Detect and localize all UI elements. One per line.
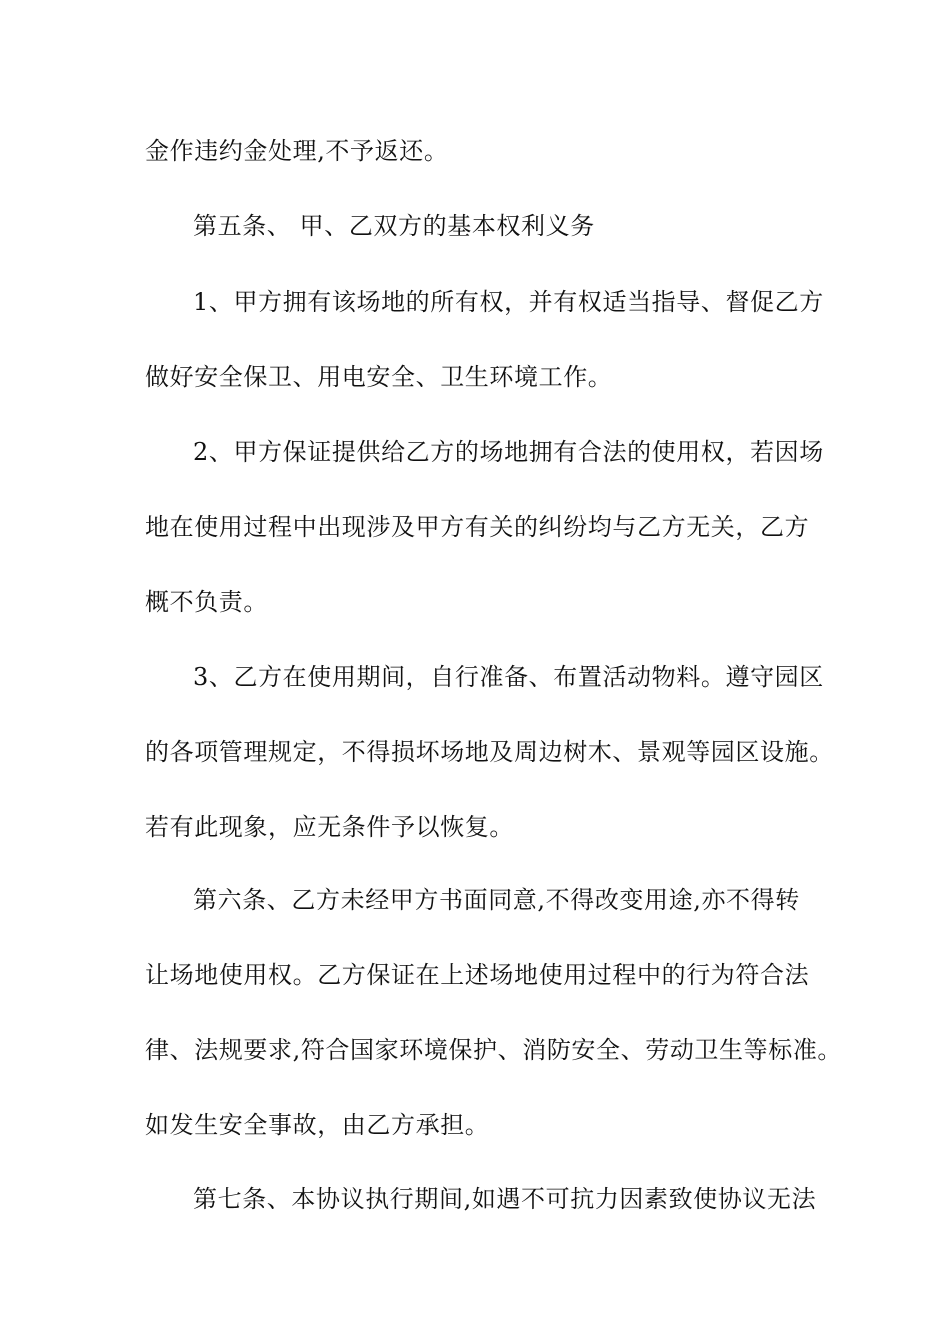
text-line: 2、甲方保证提供给乙方的场地拥有合法的使用权，若因场 — [193, 438, 824, 466]
section-heading: 第五条、 甲、乙双方的基本权利义务 — [193, 212, 595, 240]
text-line: 第七条、本协议执行期间,如遇不可抗力因素致使协议无法 — [193, 1185, 817, 1213]
text-line: 做好安全保卫、用电安全、卫生环境工作。 — [145, 363, 613, 391]
text-line: 若有此现象，应无条件予以恢复。 — [145, 813, 514, 841]
text-line: 金作违约金处理,不予返还。 — [145, 137, 449, 165]
text-line: 概不负责。 — [145, 588, 268, 616]
text-line: 3、乙方在使用期间，自行准备、布置活动物料。遵守园区 — [193, 663, 824, 691]
text-line: 如发生安全事故，由乙方承担。 — [145, 1111, 490, 1139]
text-line: 第六条、乙方未经甲方书面同意,不得改变用途,亦不得转 — [193, 886, 800, 914]
text-line: 让场地使用权。乙方保证在上述场地使用过程中的行为符合法 — [145, 961, 810, 989]
text-line: 律、法规要求,符合国家环境保护、消防安全、劳动卫生等标准。 — [145, 1036, 843, 1064]
text-line: 地在使用过程中出现涉及甲方有关的纠纷均与乙方无关，乙方 — [145, 513, 810, 541]
text-line: 的各项管理规定，不得损坏场地及周边树木、景观等园区设施。 — [145, 738, 834, 766]
text-line: 1、甲方拥有该场地的所有权，并有权适当指导、督促乙方 — [193, 288, 824, 316]
